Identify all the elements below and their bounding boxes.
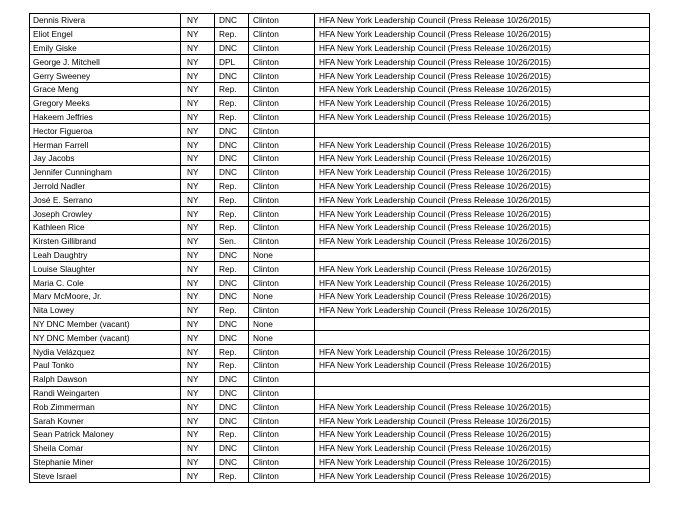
delegate-name-cell: Ralph Dawson xyxy=(30,372,181,386)
source-cell: HFA New York Leadership Council (Press Release 10/26/2015) xyxy=(315,400,650,414)
table-row xyxy=(30,82,650,96)
endorsement-cell: Clinton xyxy=(249,455,315,469)
source-cell: HFA New York Leadership Council (Press Release 10/26/2015) xyxy=(315,207,650,221)
source-cell: HFA New York Leadership Council (Press Release 10/26/2015) xyxy=(315,358,650,372)
delegate-name-cell: Dennis Rivera xyxy=(30,14,181,28)
role-cell: DNC xyxy=(215,372,249,386)
table-row xyxy=(30,220,650,234)
state-cell: NY xyxy=(181,441,215,455)
endorsement-cell: Clinton xyxy=(249,179,315,193)
state-cell: NY xyxy=(181,96,215,110)
endorsement-cell: Clinton xyxy=(249,414,315,428)
endorsement-cell: Clinton xyxy=(249,193,315,207)
source-cell xyxy=(315,248,650,262)
role-cell: Sen. xyxy=(215,234,249,248)
table-row xyxy=(30,469,650,483)
table-row xyxy=(30,248,650,262)
endorsement-cell: Clinton xyxy=(249,276,315,290)
endorsement-cell: Clinton xyxy=(249,207,315,221)
delegate-name-cell: Stephanie Miner xyxy=(30,455,181,469)
state-cell: NY xyxy=(181,262,215,276)
table-row xyxy=(30,55,650,69)
table-row xyxy=(30,138,650,152)
role-cell: DNC xyxy=(215,14,249,28)
delegate-name-cell: Sarah Kovner xyxy=(30,414,181,428)
role-cell: Rep. xyxy=(215,179,249,193)
superdelegate-table xyxy=(29,13,650,483)
endorsement-cell: Clinton xyxy=(249,427,315,441)
state-cell: NY xyxy=(181,386,215,400)
endorsement-cell: None xyxy=(249,289,315,303)
table-row xyxy=(30,386,650,400)
role-cell: Rep. xyxy=(215,358,249,372)
state-cell: NY xyxy=(181,372,215,386)
endorsement-cell: Clinton xyxy=(249,96,315,110)
source-cell: HFA New York Leadership Council (Press Release 10/26/2015) xyxy=(315,179,650,193)
role-cell: DPL xyxy=(215,55,249,69)
role-cell: DNC xyxy=(215,69,249,83)
source-cell: HFA New York Leadership Council (Press Release 10/26/2015) xyxy=(315,455,650,469)
endorsement-cell: Clinton xyxy=(249,372,315,386)
delegate-name-cell: Jennifer Cunningham xyxy=(30,165,181,179)
delegate-name-cell: Joseph Crowley xyxy=(30,207,181,221)
source-cell: HFA New York Leadership Council (Press Release 10/26/2015) xyxy=(315,14,650,28)
state-cell: NY xyxy=(181,400,215,414)
state-cell: NY xyxy=(181,248,215,262)
delegate-name-cell: Sean Patrick Maloney xyxy=(30,427,181,441)
source-cell xyxy=(315,331,650,345)
state-cell: NY xyxy=(181,110,215,124)
table-row xyxy=(30,262,650,276)
table-row xyxy=(30,358,650,372)
endorsement-cell: Clinton xyxy=(249,82,315,96)
delegate-name-cell: Eliot Engel xyxy=(30,27,181,41)
state-cell: NY xyxy=(181,220,215,234)
table-row xyxy=(30,96,650,110)
role-cell: Rep. xyxy=(215,345,249,359)
table-row xyxy=(30,234,650,248)
role-cell: Rep. xyxy=(215,303,249,317)
delegate-name-cell: Emily Giske xyxy=(30,41,181,55)
role-cell: Rep. xyxy=(215,82,249,96)
delegate-name-cell: Leah Daughtry xyxy=(30,248,181,262)
endorsement-cell: Clinton xyxy=(249,220,315,234)
source-cell: HFA New York Leadership Council (Press Release 10/26/2015) xyxy=(315,193,650,207)
delegate-name-cell: Jay Jacobs xyxy=(30,151,181,165)
role-cell: DNC xyxy=(215,165,249,179)
source-cell: HFA New York Leadership Council (Press Release 10/26/2015) xyxy=(315,55,650,69)
source-cell: HFA New York Leadership Council (Press Release 10/26/2015) xyxy=(315,69,650,83)
delegate-name-cell: Grace Meng xyxy=(30,82,181,96)
endorsement-cell: Clinton xyxy=(249,358,315,372)
table-row xyxy=(30,455,650,469)
endorsement-cell: None xyxy=(249,317,315,331)
role-cell: DNC xyxy=(215,331,249,345)
delegate-name-cell: Steve Israel xyxy=(30,469,181,483)
source-cell: HFA New York Leadership Council (Press Release 10/26/2015) xyxy=(315,276,650,290)
table-row xyxy=(30,331,650,345)
endorsement-cell: Clinton xyxy=(249,262,315,276)
table-body xyxy=(30,14,650,483)
table-row xyxy=(30,372,650,386)
endorsement-cell: Clinton xyxy=(249,110,315,124)
state-cell: NY xyxy=(181,455,215,469)
source-cell: HFA New York Leadership Council (Press Release 10/26/2015) xyxy=(315,165,650,179)
delegate-name-cell: NY DNC Member (vacant) xyxy=(30,317,181,331)
endorsement-cell: None xyxy=(249,331,315,345)
role-cell: DNC xyxy=(215,386,249,400)
source-cell: HFA New York Leadership Council (Press Release 10/26/2015) xyxy=(315,289,650,303)
state-cell: NY xyxy=(181,151,215,165)
state-cell: NY xyxy=(181,14,215,28)
delegate-name-cell: Louise Slaughter xyxy=(30,262,181,276)
source-cell: HFA New York Leadership Council (Press Release 10/26/2015) xyxy=(315,138,650,152)
delegate-name-cell: Marv McMoore, Jr. xyxy=(30,289,181,303)
role-cell: Rep. xyxy=(215,193,249,207)
state-cell: NY xyxy=(181,138,215,152)
state-cell: NY xyxy=(181,427,215,441)
endorsement-cell: Clinton xyxy=(249,303,315,317)
state-cell: NY xyxy=(181,41,215,55)
delegate-name-cell: Nita Lowey xyxy=(30,303,181,317)
endorsement-cell: Clinton xyxy=(249,27,315,41)
table-row xyxy=(30,317,650,331)
delegate-name-cell: Herman Farrell xyxy=(30,138,181,152)
role-cell: DNC xyxy=(215,276,249,290)
table-row xyxy=(30,427,650,441)
endorsement-cell: Clinton xyxy=(249,165,315,179)
table-row xyxy=(30,151,650,165)
endorsement-cell: Clinton xyxy=(249,69,315,83)
source-cell xyxy=(315,372,650,386)
state-cell: NY xyxy=(181,193,215,207)
delegate-name-cell: Maria C. Cole xyxy=(30,276,181,290)
state-cell: NY xyxy=(181,234,215,248)
endorsement-cell: Clinton xyxy=(249,14,315,28)
endorsement-cell: None xyxy=(249,248,315,262)
endorsement-cell: Clinton xyxy=(249,41,315,55)
role-cell: DNC xyxy=(215,151,249,165)
endorsement-cell: Clinton xyxy=(249,124,315,138)
table-row xyxy=(30,14,650,28)
table-row xyxy=(30,193,650,207)
endorsement-cell: Clinton xyxy=(249,400,315,414)
endorsement-cell: Clinton xyxy=(249,441,315,455)
state-cell: NY xyxy=(181,82,215,96)
table-row xyxy=(30,69,650,83)
delegate-name-cell: Kathleen Rice xyxy=(30,220,181,234)
source-cell: HFA New York Leadership Council (Press Release 10/26/2015) xyxy=(315,345,650,359)
state-cell: NY xyxy=(181,69,215,83)
source-cell: HFA New York Leadership Council (Press Release 10/26/2015) xyxy=(315,303,650,317)
source-cell: HFA New York Leadership Council (Press Release 10/26/2015) xyxy=(315,234,650,248)
source-cell: HFA New York Leadership Council (Press Release 10/26/2015) xyxy=(315,27,650,41)
table-row xyxy=(30,207,650,221)
table-row xyxy=(30,124,650,138)
role-cell: DNC xyxy=(215,138,249,152)
source-cell: HFA New York Leadership Council (Press Release 10/26/2015) xyxy=(315,441,650,455)
role-cell: Rep. xyxy=(215,469,249,483)
delegate-name-cell: Gerry Sweeney xyxy=(30,69,181,83)
state-cell: NY xyxy=(181,414,215,428)
state-cell: NY xyxy=(181,469,215,483)
state-cell: NY xyxy=(181,55,215,69)
source-cell xyxy=(315,386,650,400)
table-row xyxy=(30,41,650,55)
state-cell: NY xyxy=(181,124,215,138)
role-cell: DNC xyxy=(215,317,249,331)
source-cell xyxy=(315,124,650,138)
state-cell: NY xyxy=(181,179,215,193)
source-cell: HFA New York Leadership Council (Press Release 10/26/2015) xyxy=(315,469,650,483)
role-cell: Rep. xyxy=(215,262,249,276)
role-cell: Rep. xyxy=(215,207,249,221)
table-row xyxy=(30,414,650,428)
role-cell: Rep. xyxy=(215,427,249,441)
role-cell: DNC xyxy=(215,414,249,428)
source-cell: HFA New York Leadership Council (Press Release 10/26/2015) xyxy=(315,110,650,124)
table-row xyxy=(30,400,650,414)
table-row xyxy=(30,289,650,303)
delegate-name-cell: Hakeem Jeffries xyxy=(30,110,181,124)
role-cell: DNC xyxy=(215,248,249,262)
role-cell: Rep. xyxy=(215,220,249,234)
source-cell xyxy=(315,317,650,331)
delegate-name-cell: Kirsten Gillibrand xyxy=(30,234,181,248)
table-row xyxy=(30,179,650,193)
role-cell: Rep. xyxy=(215,27,249,41)
state-cell: NY xyxy=(181,289,215,303)
endorsement-cell: Clinton xyxy=(249,138,315,152)
delegate-name-cell: NY DNC Member (vacant) xyxy=(30,331,181,345)
table-row xyxy=(30,165,650,179)
endorsement-cell: Clinton xyxy=(249,234,315,248)
state-cell: NY xyxy=(181,207,215,221)
state-cell: NY xyxy=(181,276,215,290)
role-cell: DNC xyxy=(215,441,249,455)
state-cell: NY xyxy=(181,27,215,41)
state-cell: NY xyxy=(181,358,215,372)
source-cell: HFA New York Leadership Council (Press Release 10/26/2015) xyxy=(315,414,650,428)
state-cell: NY xyxy=(181,331,215,345)
role-cell: DNC xyxy=(215,41,249,55)
role-cell: DNC xyxy=(215,400,249,414)
role-cell: Rep. xyxy=(215,96,249,110)
table-row xyxy=(30,27,650,41)
delegate-name-cell: Nydia Velázquez xyxy=(30,345,181,359)
role-cell: DNC xyxy=(215,289,249,303)
source-cell: HFA New York Leadership Council (Press Release 10/26/2015) xyxy=(315,427,650,441)
role-cell: DNC xyxy=(215,455,249,469)
delegate-name-cell: Randi Weingarten xyxy=(30,386,181,400)
endorsement-cell: Clinton xyxy=(249,55,315,69)
endorsement-cell: Clinton xyxy=(249,469,315,483)
table-row xyxy=(30,303,650,317)
state-cell: NY xyxy=(181,345,215,359)
state-cell: NY xyxy=(181,165,215,179)
source-cell: HFA New York Leadership Council (Press Release 10/26/2015) xyxy=(315,96,650,110)
endorsement-cell: Clinton xyxy=(249,345,315,359)
endorsement-cell: Clinton xyxy=(249,151,315,165)
delegate-name-cell: George J. Mitchell xyxy=(30,55,181,69)
endorsement-cell: Clinton xyxy=(249,386,315,400)
delegate-name-cell: Jerrold Nadler xyxy=(30,179,181,193)
delegate-name-cell: Sheila Comar xyxy=(30,441,181,455)
source-cell: HFA New York Leadership Council (Press Release 10/26/2015) xyxy=(315,220,650,234)
table-row xyxy=(30,345,650,359)
source-cell: HFA New York Leadership Council (Press Release 10/26/2015) xyxy=(315,82,650,96)
state-cell: NY xyxy=(181,303,215,317)
role-cell: Rep. xyxy=(215,110,249,124)
source-cell: HFA New York Leadership Council (Press Release 10/26/2015) xyxy=(315,151,650,165)
table-row xyxy=(30,276,650,290)
table-row xyxy=(30,441,650,455)
table-row xyxy=(30,110,650,124)
source-cell: HFA New York Leadership Council (Press Release 10/26/2015) xyxy=(315,41,650,55)
delegate-name-cell: Gregory Meeks xyxy=(30,96,181,110)
source-cell: HFA New York Leadership Council (Press Release 10/26/2015) xyxy=(315,262,650,276)
delegate-name-cell: José E. Serrano xyxy=(30,193,181,207)
delegate-name-cell: Hector Figueroa xyxy=(30,124,181,138)
delegate-name-cell: Paul Tonko xyxy=(30,358,181,372)
state-cell: NY xyxy=(181,317,215,331)
delegate-name-cell: Rob Zimmerman xyxy=(30,400,181,414)
role-cell: DNC xyxy=(215,124,249,138)
